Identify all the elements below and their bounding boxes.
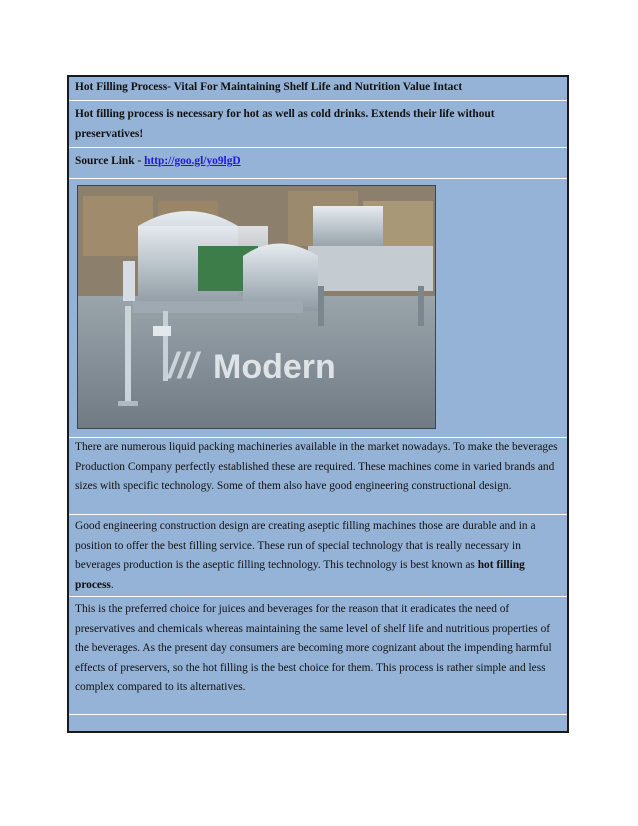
title-row xyxy=(69,77,567,101)
paragraph-row-1 xyxy=(69,438,567,515)
source-row xyxy=(69,148,567,179)
source-line xyxy=(75,152,559,172)
machine-photo xyxy=(77,185,436,429)
source-link[interactable]: http://goo.gl/yo9lgD xyxy=(144,155,241,167)
paragraph-2-emphasis: hot filling process xyxy=(75,559,525,591)
paragraph-1: There are numerous liquid packing machineries available in the market nowadays. To make the beverages Production Company perfectly established these are required. These machines come in varied brands and sizes with specific technology. Some of them also have good engineering constructional design. xyxy=(75,441,558,492)
paragraph-2-text: Good engineering construction design are creating aseptic filling machines those are durable and in a position to offer the best filling service. These run of special technology that is really necessary in beverages production is the aseptic filling technology. This technology is best known as xyxy=(75,520,536,571)
paragraph-row-2 xyxy=(69,515,567,597)
subtitle: Hot filling process is necessary for hot as well as cold drinks. Extends their life without preservatives! xyxy=(75,108,495,140)
source-label: Source Link - xyxy=(75,155,145,167)
svg-text:///: /// xyxy=(168,345,199,386)
empty-row xyxy=(69,715,567,733)
content-table xyxy=(67,75,569,733)
paragraph-2 xyxy=(75,517,559,595)
logo-watermark: Modern xyxy=(213,348,336,386)
paragraph-row-3 xyxy=(69,597,567,715)
paragraph-3: This is the preferred choice for juices and beverages for the reason that it eradicates the need of preservatives and chemicals whereas maintaining the same level of shelf life and nutritious properties of the beverages. As the present day consumers are becoming more cognizant about the impending harmful effects of preservers, so the hot filling is the best choice for them. This process is rather simple and less complex compared to its alternatives. xyxy=(75,603,552,693)
paragraph-2-end: . xyxy=(110,578,114,591)
machine-photo-illustration xyxy=(78,186,436,429)
image-row xyxy=(69,179,567,438)
page-title: Hot Filling Process- Vital For Maintaining Shelf Life and Nutrition Value Intact xyxy=(75,81,463,93)
subtitle-row xyxy=(69,101,567,148)
